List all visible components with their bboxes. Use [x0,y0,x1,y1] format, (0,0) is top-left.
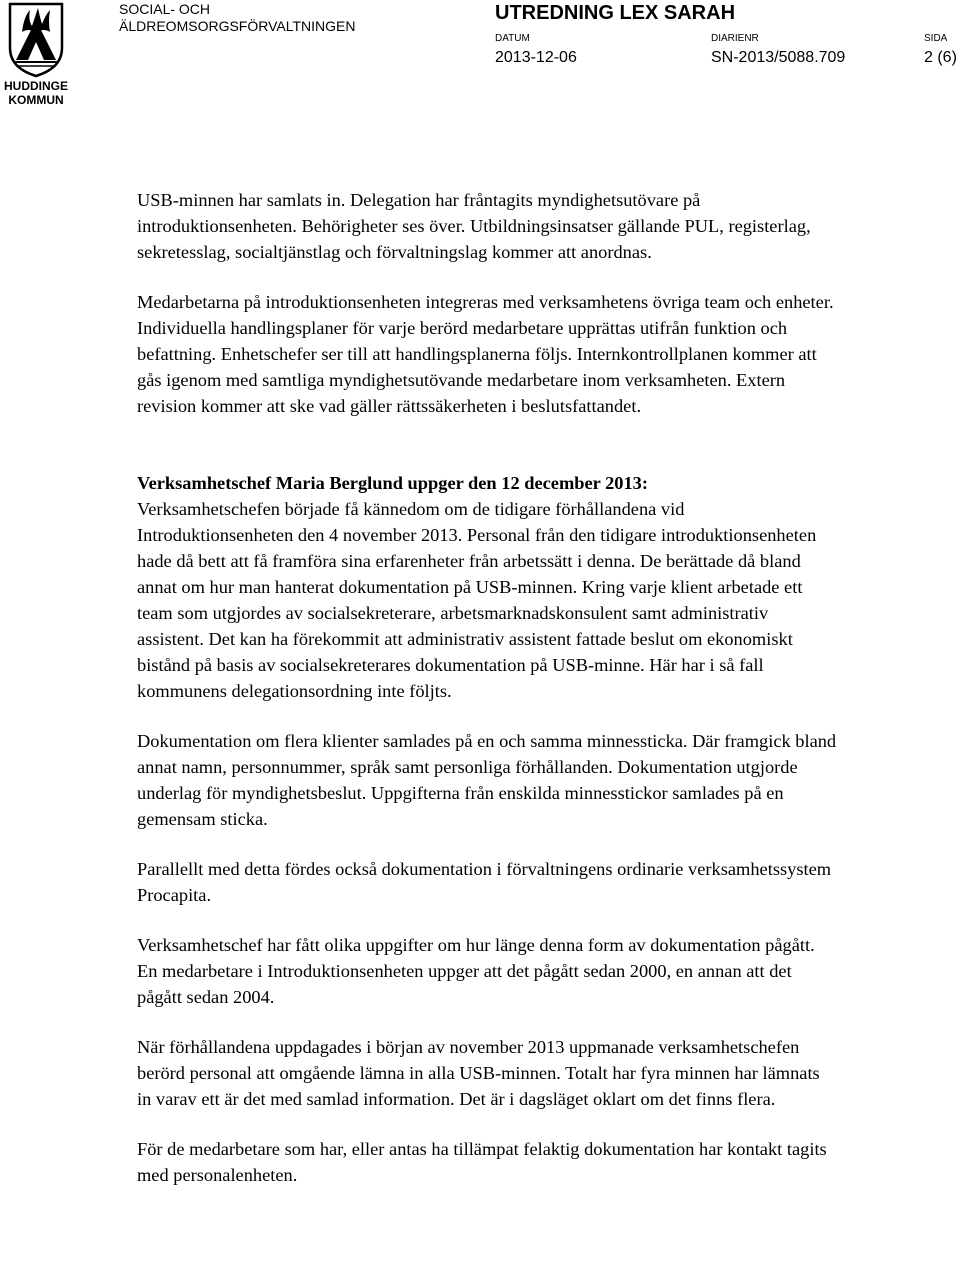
date-value: 2013-12-06 [495,49,577,66]
page-value: 2 (6) [924,49,957,66]
document-body [137,187,837,1188]
paragraph-5: Parallellt med detta fördes också dokumentation i förvaltningens ordinarie verksamhetssystem Procapita. [137,859,832,905]
paragraph-3: Verksamhetschefen började få kännedom om de tidigare förhållandena vid Introduktionsenheten den 4 november 2013. Personal från den tidigare introduktionsenheten hade då bett att få framföra sina erfarenheter från arbetssätt i denna. De berättade då bland annat om hur man hanterat dokumentation på USB-minnen. Kring varje klient arbetade ett team som utgjordes av socialsekreterare, arbetsmarknadskonsulent samt administrativ assistent. Det kan ha förekommit att administrativ assistent fattade beslut om ekonomiskt bistånd på basis av socialsekreterares dokumentation på USB-minne. Här har i så fall kommunens delegationsordning inte följts. [137,499,817,701]
paragraph-2: Medarbetarna på introduktionsenheten integreras med verksamhetens övriga team och enheter. Individuella handlingsplaner för varje berörd medarbetare upprättas utifrån funktion och befattning. Enhetschefer ser till att handlingsplanerna följs. Internkontrollplanen kommer att gås igenom med samtliga myndighetsutövande medarbetare inom verksamheten. Extern revision kommer att ske vad gäller rättssäkerheten i beslutsfattandet. [137,292,834,416]
page-label: SIDA [924,33,948,44]
paragraph-6: Verksamhetschef har fått olika uppgifter om hur länge denna form av dokumentation pågått. En medarbetare i Introduktionsenheten uppger att det pågått sedan 2000, en annan att det pågått sedan 2004. [137,935,815,1007]
paragraph-7: När förhållandena uppdagades i början av november 2013 uppmanade verksamhetschefen berörd personal att omgående lämna in alla USB-minnen. Totalt har fyra minnen har lämnats in varav ett är det med samlad information. Det är i dagsläget oklart om det finns flera. [137,1037,820,1109]
diarienr-label: DIARIENR [711,33,759,44]
municipality-logo [0,0,72,108]
logo-text-line-1: HUDDINGE [3,79,68,93]
paragraph-1: USB-minnen har samlats in. Delegation har fråntagits myndighetsutövare på introduktionsenheten. Behörigheter ses över. Utbildningsinsatser gällande PUL, registerlag, sekretesslag, socialtjänstlag och förvaltningslag kommer att anordnas. [137,190,811,262]
document-title: UTREDNING LEX SARAH [495,2,736,24]
logo-text-line-2: KOMMUN [8,93,64,107]
paragraph-8: För de medarbetare som har, eller antas ha tillämpat felaktig dokumentation har kontakt tagits med personalenheten. [137,1139,827,1185]
date-label: DATUM [495,33,530,44]
diarienr-value: SN-2013/5088.709 [711,49,846,66]
section-heading: Verksamhetschef Maria Berglund uppger den 12 december 2013: [137,473,648,493]
paragraph-heading [137,470,837,496]
department-name [119,1,355,35]
department-line-1: SOCIAL- OCH [119,1,211,17]
department-line-2: ÄLDREOMSORGSFÖRVALTNINGEN [119,18,356,34]
coat-of-arms-icon [8,2,64,78]
paragraph-4: Dokumentation om flera klienter samlades på en och samma minnessticka. Där framgick bland annat namn, personnummer, språk samt personliga förhållanden. Dokumentation utgjorde underlag för myndighetsbeslut. Uppgifterna från enskilda minnesstickor samlades på en gemensam sticka. [137,731,837,829]
